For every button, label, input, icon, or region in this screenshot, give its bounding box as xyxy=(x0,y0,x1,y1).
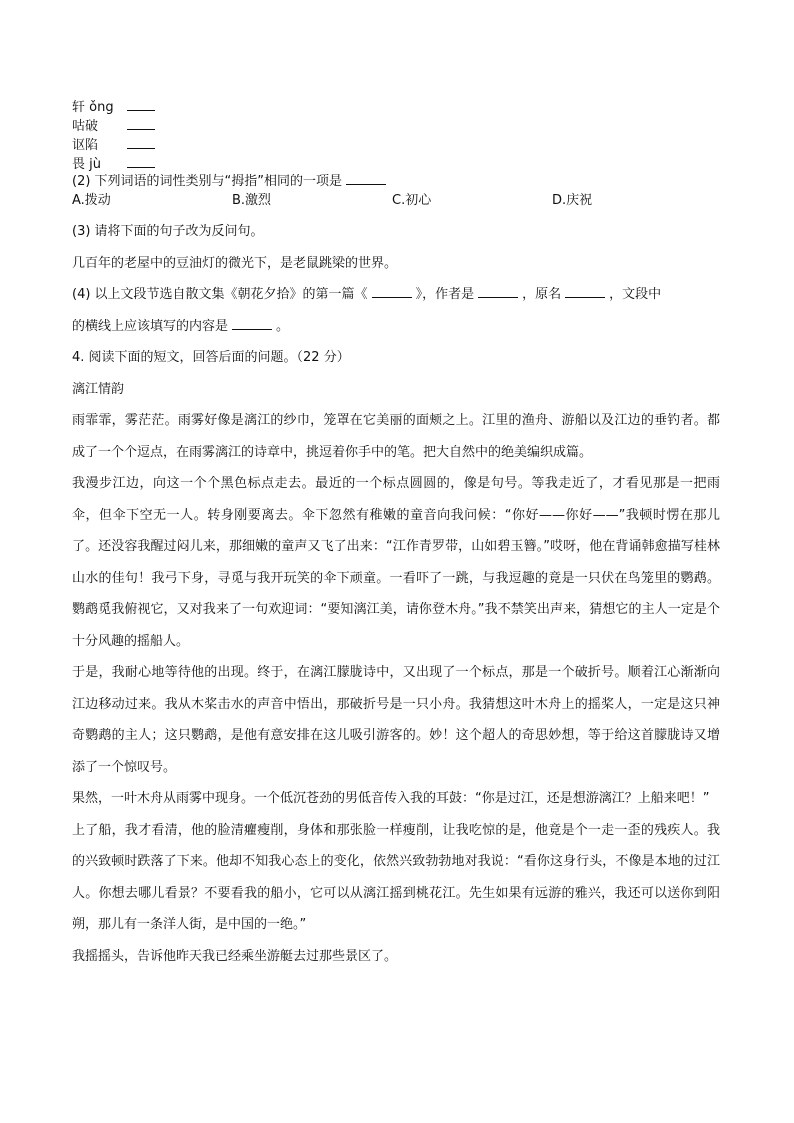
question-3-4-part: 。 xyxy=(276,318,290,334)
word-term: 讴陷 xyxy=(72,138,99,153)
answer-blank[interactable] xyxy=(127,138,155,149)
word-term: 咕破 xyxy=(72,119,99,134)
question-3-4-part: 的横线上应该填写的内容是 xyxy=(72,318,229,334)
answer-blank[interactable] xyxy=(478,286,518,298)
word-item xyxy=(72,153,722,172)
answer-blank[interactable] xyxy=(127,119,155,130)
question-3-4-part: ，原名 xyxy=(522,287,562,302)
question-3-4-part: 》，作者是 xyxy=(415,287,475,302)
question-3-2-text: (2) 下列词语的词性类别与“拇指”相同的一项是 xyxy=(72,174,343,189)
document-page xyxy=(72,96,722,972)
word-item xyxy=(72,134,722,153)
option-d: D.庆祝 xyxy=(552,193,593,208)
word-term: 畏 jù xyxy=(72,157,101,172)
option-c: C.初心 xyxy=(392,193,432,208)
answer-options xyxy=(72,192,722,210)
option-a: A.拨动 xyxy=(72,193,111,208)
article-paragraph: 雨霏霏，雾茫茫。雨雾好像是漓江的纱巾，笼罩在它美丽的面颊之上。江里的渔舟、游船以及江边的垂钓者。都成了一个个逗点，在雨雾漓江的诗章中，挑逗着你手中的笔。把大自然中的绝美编织成篇。 xyxy=(72,413,720,460)
question-3-2 xyxy=(72,172,722,192)
question-3-4-part: (4) 以上文段节选自散文集《朝花夕拾》的第一篇《 xyxy=(72,287,368,302)
word-item xyxy=(72,115,722,134)
answer-blank[interactable] xyxy=(565,286,605,298)
article-paragraph: 于是，我耐心地等待他的出现。终于，在漓江朦胧诗中，又出现了一个标点，那是一个破折号。顺着江心渐渐向江边移动过来。我从木桨击水的声音中悟出，那破折号是一只小舟。我猜想这叶木舟上的摇桨人，一定是这只神奇鹦鹉的主人；这只鹦鹉，是他有意安排在这儿吸引游客的。妙！这个超人的奇思妙想，等于给这首朦胧诗又增添了一个惊叹号。 xyxy=(72,665,720,775)
article-paragraph: 我漫步江边，向这一个个黑色标点走去。最近的一个标点圆圆的，像是句号。等我走近了，才看见那是一把雨伞，但伞下空无一人。转身刚要离去。伞下忽然有稚嫩的童音向我问候：“你好——你好——”我顿时愣在那儿了。还没容我醒过闷儿来，那细嫩的童声又飞了出来：“江作青罗带，山如碧玉簪。”哎呀，他在背诵韩愈描写桂林山水的佳句！我弓下身，寻觅与我开玩笑的伞下顽童。一看吓了一跳，与我逗趣的竟是一只伏在鸟笼里的鹦鹉。鹦鹉觅我俯视它，又对我来了一句欢迎词：“要知漓江美，请你登木舟。”我不禁笑出声来，猜想它的主人一定是个十分风趣的摇船人。 xyxy=(72,476,720,649)
word-term: 轩 ǒng xyxy=(72,100,114,115)
article-paragraph: 果然，一叶木舟从雨雾中现身。一个低沉苍劲的男低音传入我的耳鼓：“你是过江，还是想游漓江？上船来吧！” xyxy=(72,791,710,806)
word-list xyxy=(72,96,722,172)
question-3-4-part: ，文段中 xyxy=(609,287,662,302)
question-3-3-sentence: 几百年的老屋中的豆油灯的微光下，是老鼠跳梁的世界。 xyxy=(72,255,398,271)
article-title: 漓江情韵 xyxy=(72,381,125,397)
question-4-heading: 4. 阅读下面的短文，回答后面的问题。（22 分） xyxy=(72,350,350,365)
article-paragraph: 我摇摇头，告诉他昨天我已经乘坐游艇去过那些景区了。 xyxy=(72,948,398,964)
answer-blank[interactable] xyxy=(346,173,386,185)
question-3-3-prompt: (3) 请将下面的句子改为反问句。 xyxy=(72,224,264,239)
article-paragraph: 上了船，我才看清，他的脸清癯瘦削，身体和那张脸一样瘦削，让我吃惊的是，他竟是个一走一歪的残疾人。我的兴致顿时跌落了下来。他却不知我心态上的变化，依然兴致勃勃地对我说：“看你这身行头，不像是本地的过江人。你想去哪儿看景？不要看我的船小，它可以从漓江摇到桃花江。先生如果有远游的雅兴，我还可以送你到阳朔，那儿有一条洋人街，是中国的一绝。” xyxy=(72,822,720,932)
answer-blank[interactable] xyxy=(232,318,272,330)
option-b: B.激烈 xyxy=(232,193,272,208)
answer-blank[interactable] xyxy=(372,286,412,298)
answer-blank[interactable] xyxy=(127,157,155,168)
answer-blank[interactable] xyxy=(127,100,155,111)
word-item xyxy=(72,96,722,115)
question-3-4 xyxy=(72,279,720,342)
